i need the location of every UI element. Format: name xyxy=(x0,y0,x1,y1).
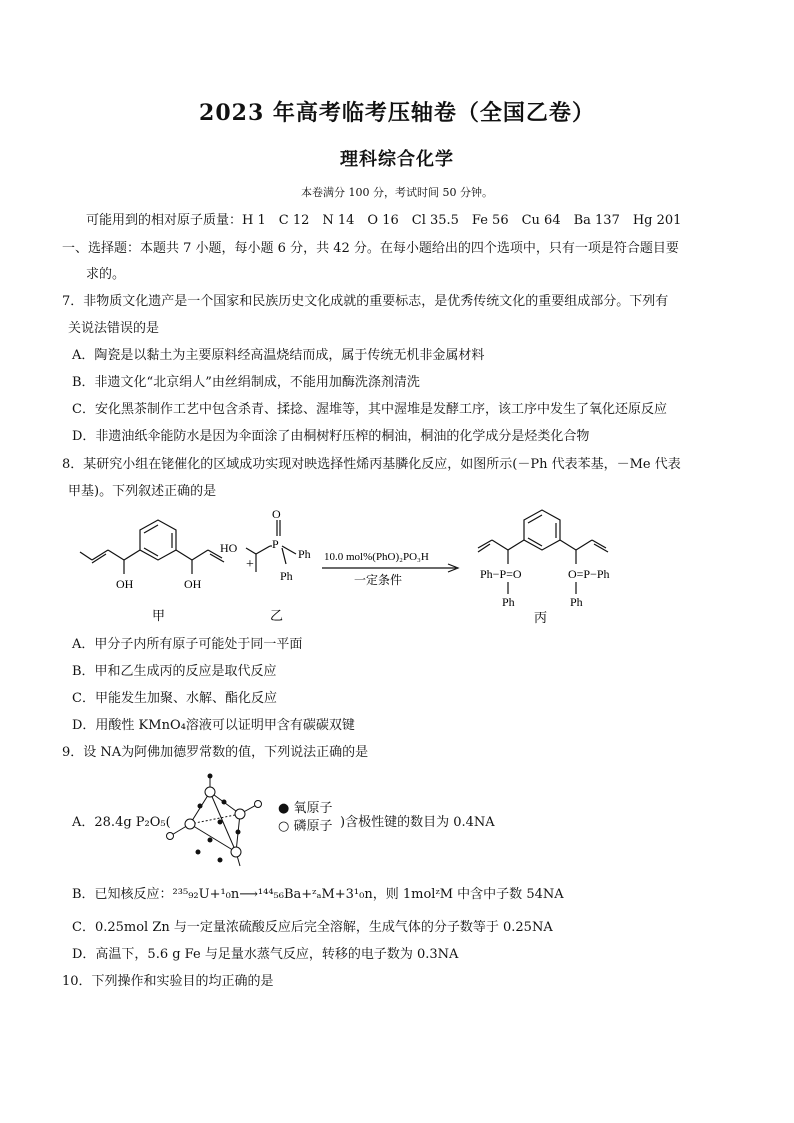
q8-option-d: D．用酸性 KMnO₄溶液可以证明甲含有碳碳双键 xyxy=(72,718,355,733)
label-yi: 乙 xyxy=(270,608,284,623)
yi-p: P xyxy=(272,537,279,551)
q7-option-c: C．安化黑茶制作工艺中包含杀青、揉捻、渥堆等，其中渥堆是发酵工序，该工序中发生了氧化还原反应 xyxy=(72,402,667,417)
bing-o-p-ph: O=P−Ph xyxy=(568,567,610,581)
q10-stem: 10．下列操作和实验目的均正确的是 xyxy=(62,974,274,989)
page-title: 2023 年高考临考压轴卷（全国乙卷） xyxy=(199,100,595,126)
q8-stem-1: 8．某研究小组在铑催化的区域成功实现对映选择性烯丙基膦化反应，如图所示(－Ph 代表苯基，－Me 代表 xyxy=(62,457,681,472)
yi-ph-2: Ph xyxy=(280,569,293,583)
yi-o: O xyxy=(272,508,281,521)
legend-oxygen: ● 氧原子 xyxy=(278,801,333,816)
condition-top: 10.0 mol%(PhO)₂PO₃H xyxy=(324,551,429,563)
q7-option-d: D．非遗油纸伞能防水是因为伞面涂了由桐树籽压榨的桐油，桐油的化学成分是烃类化合物 xyxy=(72,429,590,444)
q8-stem-2: 甲基)。下列叙述正确的是 xyxy=(68,484,217,499)
legend-phosphorus: ○ 磷原子 xyxy=(278,819,333,834)
q8-option-c: C．甲能发生加聚、水解、酯化反应 xyxy=(72,691,277,706)
q9-option-a-suffix: )含极性键的数目为 0.4NA xyxy=(340,815,495,830)
q7-option-a: A．陶瓷是以黏土为主要原料经高温烧结而成，属于传统无机非金属材料 xyxy=(72,348,485,363)
plus-sign: + xyxy=(246,557,254,572)
q8-option-a: A．甲分子内所有原子可能处于同一平面 xyxy=(72,637,303,652)
bing-ph-p-o: Ph−P=O xyxy=(480,567,522,581)
compound-bing-structure xyxy=(478,510,608,594)
jia-oh-right: OH xyxy=(184,577,202,591)
bing-ph-left: Ph xyxy=(502,595,515,609)
q8-option-b: B．甲和乙生成丙的反应是取代反应 xyxy=(72,664,277,679)
label-jia: 甲 xyxy=(152,608,166,623)
q7-stem-1: 7．非物质文化遗产是一个国家和民族历史文化成就的重要标志，是优秀传统文化的重要组成部分。下列有 xyxy=(62,294,669,309)
q9-option-b: B．已知核反应：²³⁵₉₂U+¹₀n⟶¹⁴⁴₅₆Ba+ᶻₐM+3¹₀n，则 1molᶻM 中含中子数 54NA xyxy=(72,887,564,902)
yi-ho: HO xyxy=(220,541,238,555)
section1-heading: 一、选择题：本题共 7 小题，每小题 6 分，共 42 分。在每小题给出的四个选项中，只有一项是符合题目要 xyxy=(62,241,679,256)
p4o10-molecule xyxy=(160,770,270,870)
q9-stem: 9．设 NA为阿佛加德罗常数的值，下列说法正确的是 xyxy=(62,745,369,760)
page-subtitle: 理科综合化学 xyxy=(340,149,454,170)
bing-ph-right: Ph xyxy=(570,595,583,609)
yi-ph-1: Ph xyxy=(298,547,311,561)
jia-oh-left: OH xyxy=(116,577,134,591)
reaction-scheme xyxy=(60,508,700,628)
q7-stem-2: 关说法错误的是 xyxy=(68,321,160,336)
condition-bottom: 一定条件 xyxy=(354,573,403,587)
exam-note: 本卷满分 100 分，考试时间 50 分钟。 xyxy=(301,186,493,199)
q9-option-d: D．高温下，5.6 g Fe 与足量水蒸气反应，转移的电子数为 0.3NA xyxy=(72,947,459,962)
section1-heading-cont: 求的。 xyxy=(86,267,126,282)
compound-jia-structure xyxy=(80,520,224,574)
q9-option-c: C．0.25mol Zn 与一定量浓硫酸反应后完全溶解，生成气体的分子数等于 0.25NA xyxy=(72,920,553,935)
atomic-mass-line: 可能用到的相对原子质量：H 1 C 12 N 14 O 16 Cl 35.5 Fe 56 Cu 64 Ba 137 Hg 201 xyxy=(86,213,682,228)
q9-option-a-prefix: A．28.4g P₂O₅( xyxy=(72,815,171,830)
q7-option-b: B．非遗文化“北京绢人”由丝绢制成，不能用加酶洗涤剂清洗 xyxy=(72,375,420,390)
label-bing: 丙 xyxy=(534,610,548,625)
